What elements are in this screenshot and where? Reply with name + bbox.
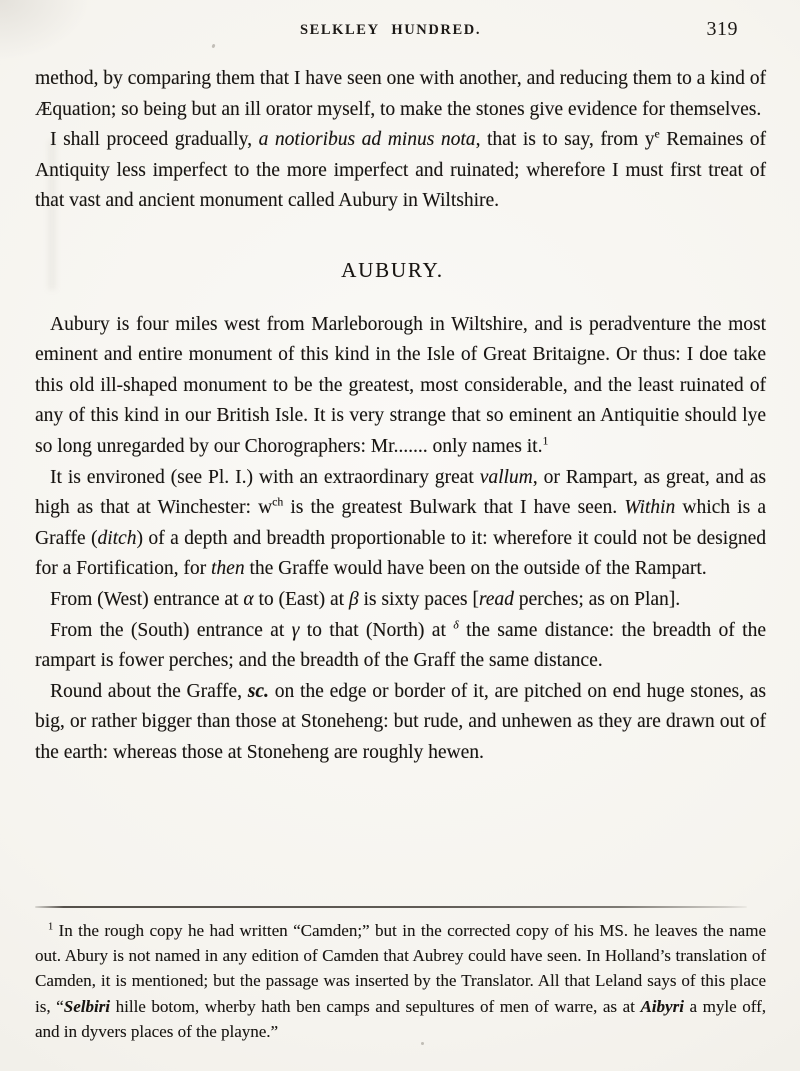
page-header	[35, 18, 766, 48]
paragraph-south-north-entrance: From the (South) entrance at γ to that (North) at $^\delta$ the same distance: the breadth of the rampart is fower perches; and the breadth of the Graff the same distance.	[35, 618, 767, 672]
paragraph-proceed: I shall proceed gradually, a notioribus ad minus nota, that is to say, from $y^e$ Remaines of Antiquity less imperfect to the more imperfect and ruinated; wherefore I must first treat of that vast and ancient monument called Aubury in Wiltshire.	[35, 127, 767, 212]
paragraph-method: method, by comparing them that I have seen one with another, and reducing them to a kind of Æquation; so being but an ill orator myself, to make the stones give evidence for themselves.	[35, 68, 766, 120]
paragraph-west-east-entrance: From (West) entrance at α to (East) at β is sixty paces [read perches; as on Plan].	[50, 588, 681, 610]
page-number: 319	[706, 18, 738, 40]
section-heading-aubury: AUBURY.	[341, 257, 444, 282]
running-title: SELKLEY HUNDRED.	[299, 22, 482, 38]
page-body	[35, 64, 766, 768]
footnote-rule	[35, 906, 747, 908]
footnote: $^1$ In the rough copy he had written “Camden;” but in the corrected copy of his MS. he leaves the name out. Abury is not named in any edition of Camden that Aubrey could have seen. In Holland’s translation of Camden, it is mentioned; but the passage was inserted by the Translator. All that Leland says of this place is, “Selbiri hille botom, wherby hath ben camps and sepultures of men of warre, as at Aibyri a myle off, and in dyvers places of the playne.”	[35, 921, 766, 1041]
paragraph-round-about-graffe: Round about the Graffe, sc. on the edge or border of it, are pitched on end huge stones, as big, or rather bigger than those at Stoneheng: but rude, and unhewen as they are drawn out of the earth: whereas those at Stoneheng are roughly hewen.	[35, 680, 766, 763]
paragraph-environed: It is environed (see Pl. I.) with an extraordinary great vallum, or Rampart, as great, and as high as that at Winchester: $w^{ch}$ is the greatest Bulwark that I have seen. Within which is a Graffe (ditch) of a depth and breadth proportionable to it: wherefore it could not be designed for a Fortification, for then the Graffe would have been on the outside of the Rampart.	[35, 466, 767, 580]
paragraph-aubury-intro: Aubury is four miles west from Marleborough in Wiltshire, and is peradventure the most eminent and entire monument of this kind in the Isle of Great Britaigne. Or thus: I doe take this old ill-shaped monument to be the greatest, most considerable, and the least ruinated of any of this kind in our British Isle. It is very strange that so eminent an Antiquitie should lye so long unregarded by our Chorographers: Mr....... only names it.$^1$	[35, 313, 766, 457]
